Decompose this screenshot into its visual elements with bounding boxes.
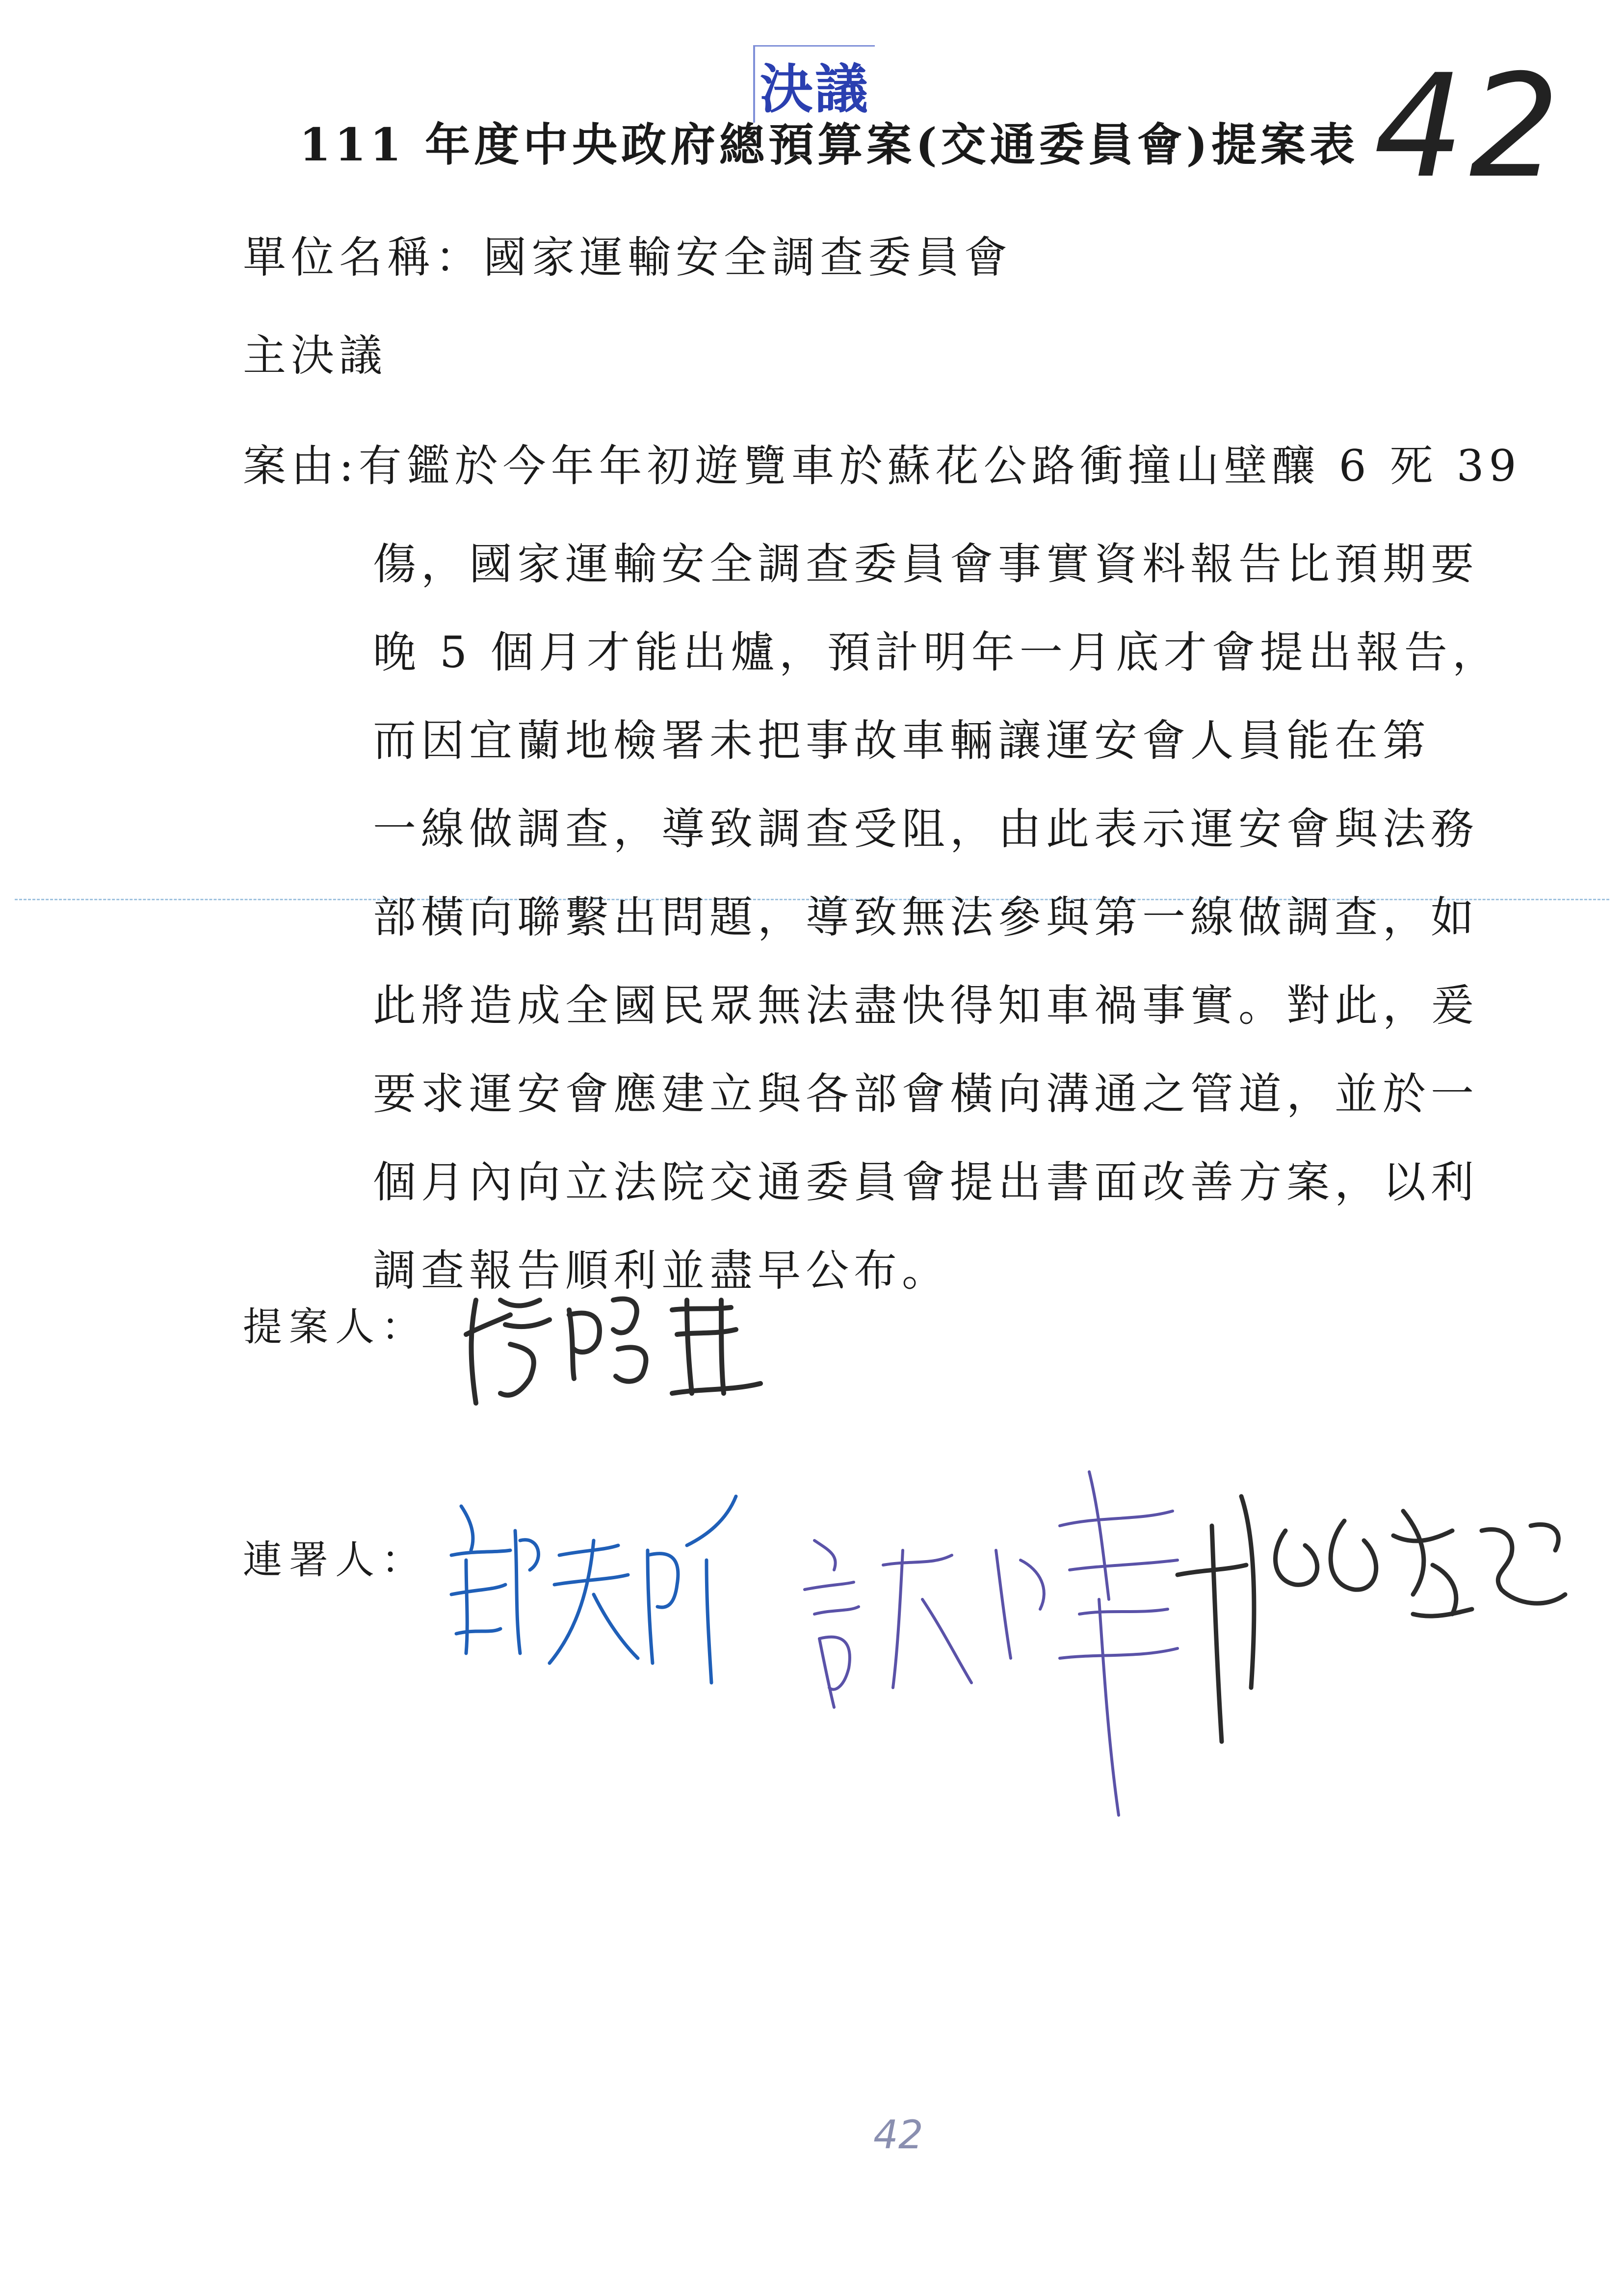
reason-line: 傷，國家運輸安全調查委員會事實資料報告比預期要	[373, 539, 1479, 589]
page-title: 111 年度中央政府總預算案(交通委員會)提案表	[299, 118, 1359, 171]
handwritten-page-number: 42	[1374, 44, 1565, 209]
reason-line: 個月內向立法院交通委員會提出書面改善方案，以利	[373, 1157, 1479, 1207]
reason-line: 有鑑於今年年初遊覽車於蘇花公路衝撞山壁釀 6 死 39	[358, 441, 1521, 491]
proposer-label: 提案人：	[243, 1304, 427, 1350]
reason-line: 此將造成全國民眾無法盡快得知車禍事實。對此，爰	[373, 980, 1479, 1031]
reason-line: 而因宜蘭地檢署未把事故車輛讓運安會人員能在第	[373, 715, 1431, 766]
unit-label: 單位名稱：	[243, 232, 484, 283]
main-resolution-heading: 主決議	[243, 330, 388, 381]
reason-line: 部橫向聯繫出問題，導致無法參與第一線做調查，如	[373, 892, 1479, 942]
reason-body	[373, 520, 1500, 1315]
proposer-signature	[456, 1280, 770, 1418]
cosigner-label: 連署人：	[243, 1537, 427, 1583]
reason-line: 調查報告順利並盡早公布。	[373, 1245, 950, 1296]
cosigner-signature-2	[785, 1452, 1207, 1825]
resolution-stamp: 決議	[753, 45, 875, 123]
unit-row	[243, 223, 1012, 285]
reason-line: 要求運安會應建立與各部會橫向溝通之管道，並於一	[373, 1069, 1479, 1119]
reason-label: 案由:	[243, 441, 359, 491]
reason-line: 一線做調查，導致調查受阻，由此表示運安會與法務	[373, 804, 1479, 854]
footer-page-mark: 42	[873, 2112, 923, 2158]
unit-value: 國家運輸安全調查委員會	[483, 232, 1013, 283]
cosigner-signature-3	[1158, 1467, 1580, 1771]
reason-first-line	[243, 432, 1521, 494]
cosigner-signature-1	[432, 1487, 746, 1693]
reason-line: 晚 5 個月才能出爐，預計明年一月底才會提出報告，	[373, 627, 1500, 678]
